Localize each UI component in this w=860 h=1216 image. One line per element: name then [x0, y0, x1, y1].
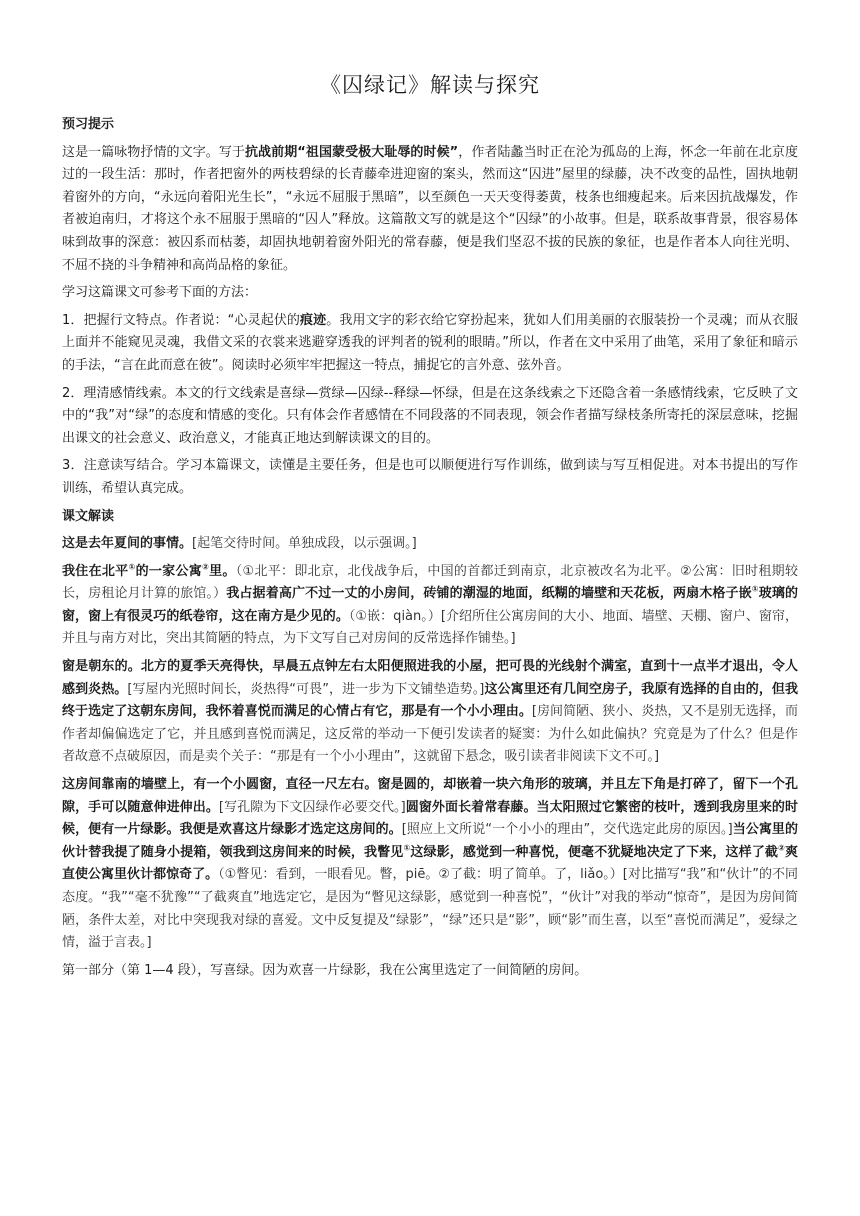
original-text-span: 这公寓里还有几间空房子，我原有选择的自由的，但我终于选定了这朝东房间，我怀着喜悦而满足的心情占有它，那是有一个小小理由。 [62, 681, 798, 720]
text-span: 。我用文字的彩衣给它穿扮起来，犹如人们用美丽的衣服装扮一个灵魂；而从衣服上面并不能窥见灵魂，我借文采的衣裳来逃避穿透我的评判者的锐利的眼睛。”所以，作者在文中采用了曲笔，采用了象征和暗示的手法，“言在此而意在彼”。阅读时必须牢牢把握这一特点，捕捉它的言外意、弦外音。 [62, 312, 798, 373]
annotation-span: [写屋内光照时间长，炎热得“可畏”，进一步为下文铺垫造势。] [127, 681, 485, 697]
footnote-marker: ① [751, 584, 759, 594]
section-heading-analysis: 课文解读 [62, 508, 115, 524]
text-span: 这是一篇咏物抒情的文字。写于 [62, 144, 245, 160]
original-text-span: 我占据着高广不过一丈的小房间，砖铺的潮湿的地面，纸糊的墙壁和天花板，两扇木格子嵌 [226, 586, 752, 602]
original-text-span: 这是去年夏间的事情。 [62, 536, 193, 552]
annotation-span: （①北平：即北京，北伐战争后，中国的首都迁到南京，北京被改名为北平。②公寓：旧时租期较长，房租论月计算的旅馆。） [62, 563, 798, 602]
analysis-paragraph-2 [62, 561, 798, 651]
text-span: 1．把握行文特点。作者说：“心灵起伏的 [62, 312, 301, 328]
method-1-paragraph [62, 310, 798, 378]
original-text-span: 窗是朝东的。北方的夏季天亮得快，早晨五点钟左右太阳便照进我的小屋，把可畏的光线射个满室，直到十一点半才退出，令人感到炎热。 [62, 659, 798, 697]
page-title: 《囚绿记》解读与探究 [320, 73, 540, 97]
footnote-marker: ① [128, 562, 136, 572]
bold-text-span: 痕迹 [300, 312, 327, 328]
method-2-paragraph: 2．理清感情线索。本文的行文线索是喜绿—赏绿—囚绿--释绿—怀绿，但是在这条线索之下还隐含着一条感情线索，它反映了文中的“我”对“绿”的态度和情感的变化。只有体会作者感情在不同段落的不同表现，领会作者描写绿枝条所寄托的深层意味，挖掘出课文的社会意义、政治意义，才能真正地达到解读课文的目的。 [62, 385, 798, 446]
annotation-span: [起笔交待时间。单独成段，以示强调。] [192, 536, 417, 552]
original-text-span: 我住在北平 [62, 563, 129, 579]
original-text-span: 爽直使公寓里伙计都惊奇了。 [62, 844, 798, 883]
preview-intro-paragraph [62, 142, 798, 278]
original-text-span: 圆窗外面长着常春藤。当太阳照过它繁密的枝叶，透到我房里来的时候，便有一片绿影。我便是欢喜这片绿影才选定这房间的。 [62, 799, 798, 838]
analysis-paragraph-4 [62, 774, 798, 955]
original-text-span: 玻璃的窗，窗上有很灵巧的纸卷帘，这在南方是少见的。 [62, 586, 798, 624]
analysis-paragraph-3 [62, 656, 798, 769]
bold-text-span: 抗战前期“祖国蒙受极大耻辱的时候” [244, 144, 459, 160]
original-text-span: 这房间靠南的墙壁上，有一个小圆窗，直径一尺左右。窗是圆的，却嵌着一块六角形的玻璃，并且左下角是打碎了，留下一个孔隙，手可以随意伸进伸出。 [62, 777, 798, 815]
section-heading-preview: 预习提示 [62, 117, 115, 132]
document-body [62, 114, 798, 982]
part-summary-paragraph: 第一部分（第 1—4 段），写喜绿。因为欢喜一片绿影，我在公寓里选定了一间简陋的房间。 [62, 962, 588, 978]
footnote-marker: ① [403, 843, 411, 853]
analysis-paragraph-1 [62, 533, 798, 556]
original-text-span: 当公寓里的伙计替我提了随身小提箱，领我到这房间来的时候，我瞥见 [62, 822, 798, 860]
method-3-paragraph: 3．注意读写结合。学习本篇课文，读懂是主要任务，但是也可以顺便进行写作训练，做到读与写互相促进。对本书提出的写作训练，希望认真完成。 [62, 458, 798, 496]
annotation-span: [照应上文所说“一个小小的理由”，交代选定此房的原因。] [401, 822, 733, 838]
annotation-span: [写孔隙为下文囚绿作必要交代。] [218, 799, 406, 815]
text-span: ，作者陆蠡当时正在沦为孤岛的上海，怀念一年前在北京度过的一段生活：那时，作者把窗外的两枝碧绿的长青藤牵进迎窗的案头，然而这“囚进”屋里的绿藤，决不改变的品性，固执地朝着窗外的方向，“永远向着阳光生长”，“永远不屈服于黑暗”，以至颜色一天天变得萎黄，枝条也细瘦起来。后来因抗战爆发，作者被迫南归，才将这个永不屈服于黑暗的“囚人”释放。这篇散文写的就是这个“囚绿”的小故事。但是，联系故事背景，很容易体味到故事的深意：被囚系而枯萎，却固执地朝着窗外阳光的常春藤，便是我们坚忍不拔的民族的象征，也是作者本人向往光明、不屈不挠的斗争精神和高尚品格的象征。 [62, 144, 798, 273]
footnote-marker: ② [202, 562, 210, 572]
annotation-span: [房间简陋、狭小、炎热，又不是别无选择，而作者却偏偏选定了它，并且感到喜悦而满足，这反常的举动一下便引发读者的疑窦：为什么如此偏执？究竟是为了什么？但是作者故意不点破原因，而是卖个关子：“那是有一个小小理由”，这就留下悬念，吸引读者非阅读下文不可。] [62, 704, 798, 765]
original-text-span: 这绿影，感觉到一种喜悦，便毫不犹疑地决定了下来，这样了截 [410, 844, 779, 860]
annotation-span: （①嵌：qiàn。）[介绍所住公寓房间的大小、地面、墙壁、天棚、窗户、窗帘，并且与南方对比，突出其简陋的特点，为下文写自己对房间的反常选择作铺垫。] [62, 608, 798, 647]
original-text-span: 里。 [209, 563, 236, 579]
method-intro-paragraph: 学习这篇课文可参考下面的方法： [62, 285, 258, 301]
original-text-span: 的一家公寓 [135, 563, 203, 579]
annotation-span: （①瞥见：看到，一眼看见。瞥，piē。②了截：明了简单。了，liǎo。）[对比描写“我”和“伙计”的不同态度。“我”“毫不犹豫”“了截爽直”地选定它，是因为“瞥见这绿影，感觉到一种喜悦”，“伙计”对我的举动“惊奇”，是因为房间简陋，条件太差，对比中突现我对绿的喜爱。文中反复提及“绿影”，“绿”还只是“影”，顾“影”而生喜，以至“喜悦而满足”，爱绿之情，溢于言表。] [62, 867, 798, 951]
footnote-marker: ② [778, 843, 785, 853]
